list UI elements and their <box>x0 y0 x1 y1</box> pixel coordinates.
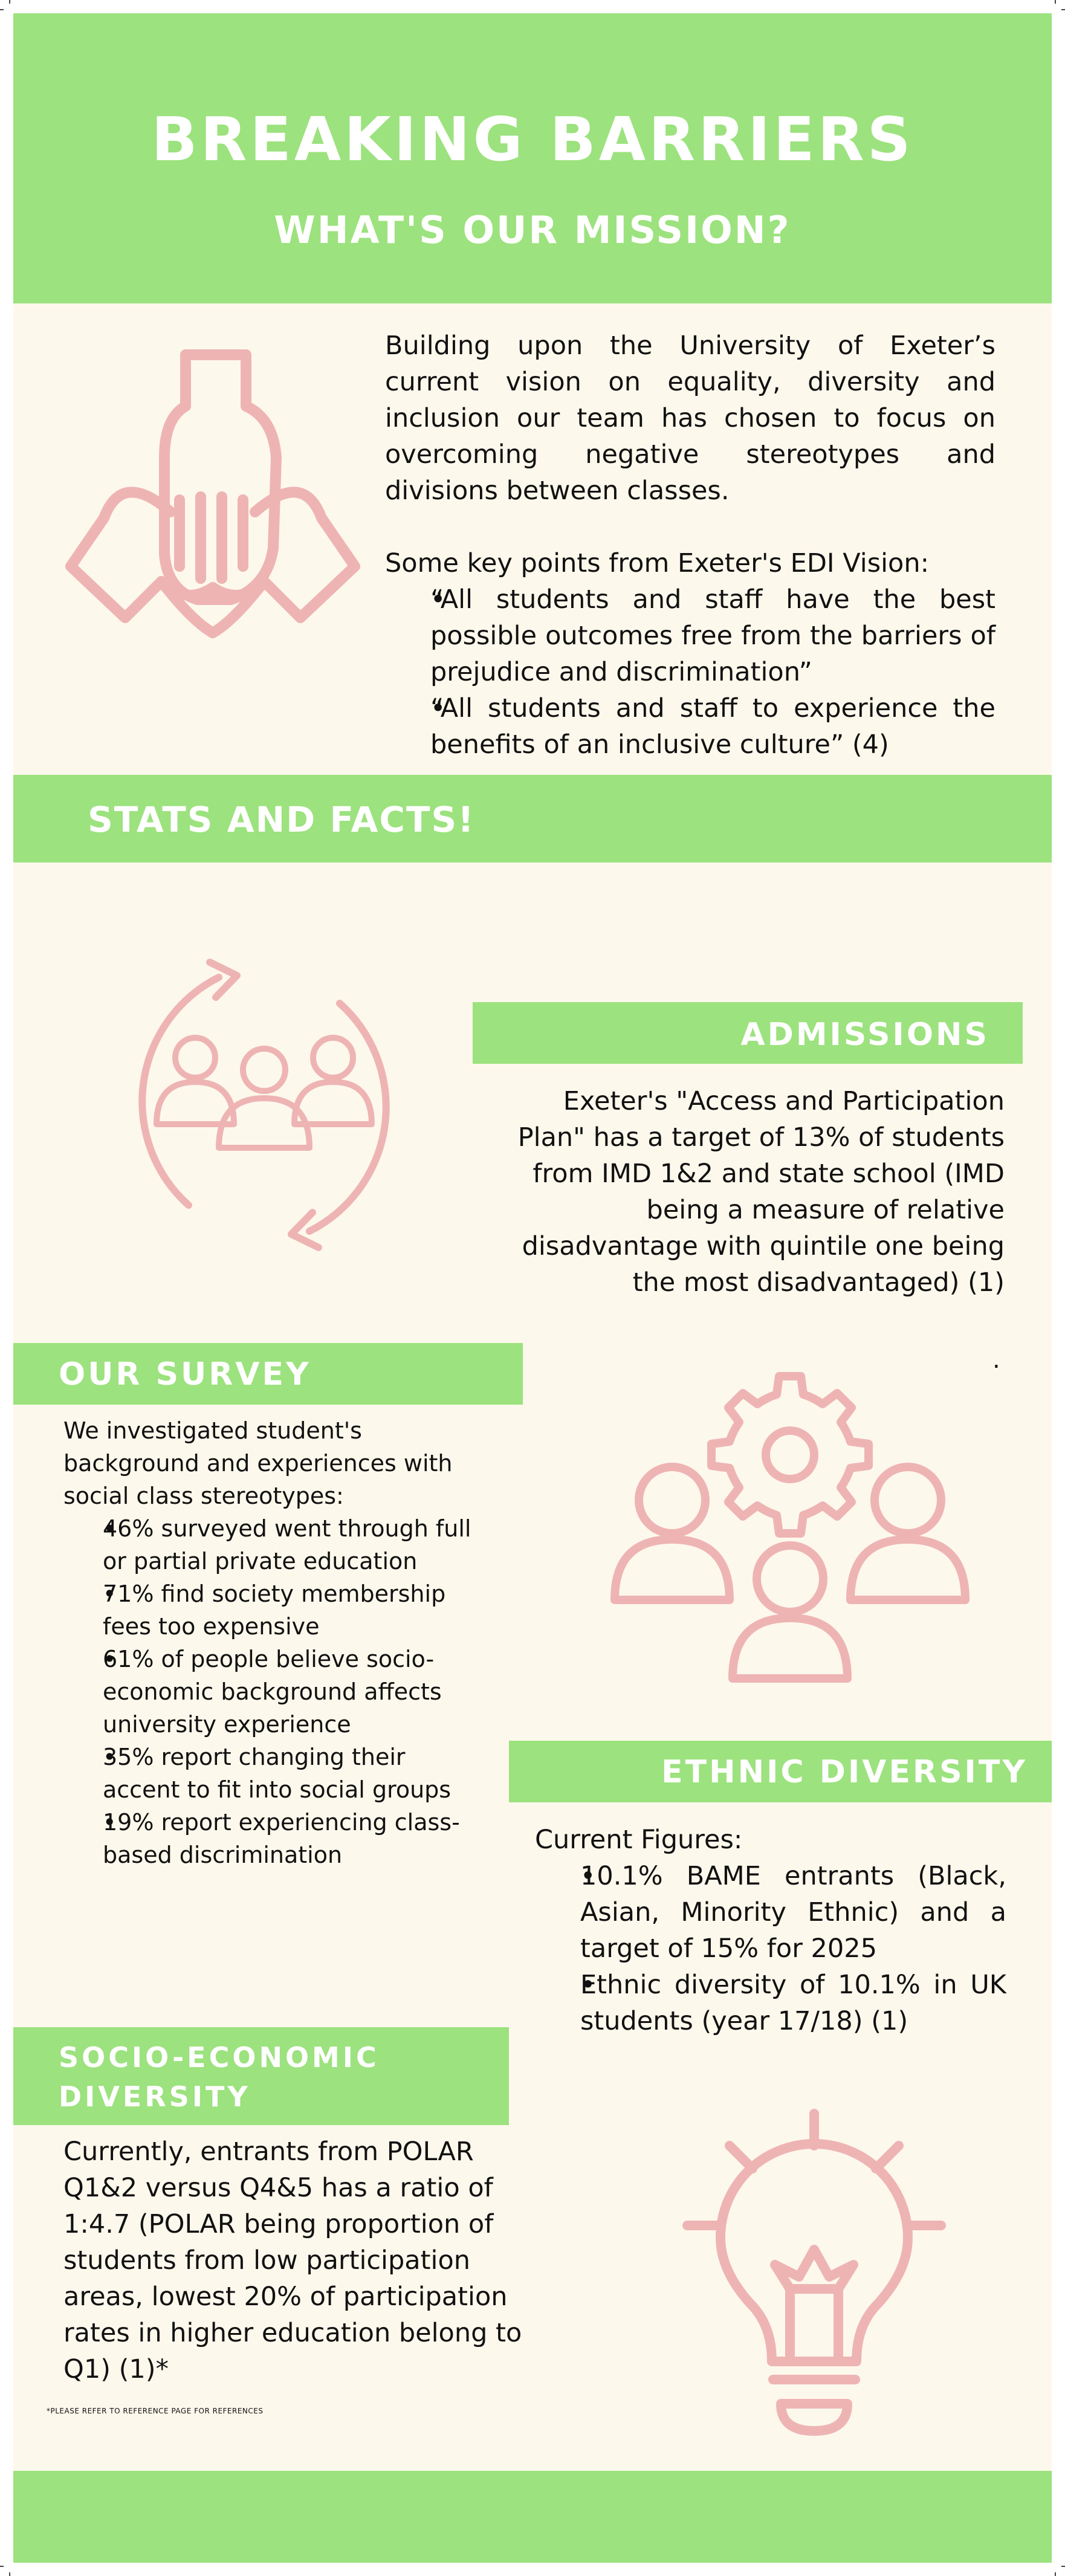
stats-heading: STATS AND FACTS! <box>88 799 475 840</box>
crop-mark <box>0 9 4 10</box>
list-item <box>535 1858 1006 1967</box>
hands-together-icon <box>62 349 364 687</box>
ethnic-item-text: 10.1% BAME entrants (Black, Asian, Minority Ethnic) and a target of 15% for 2025 <box>580 1861 1006 1964</box>
key-points-list <box>385 581 995 763</box>
survey-intro: We investigated student's background and experiences with social class stereotypes: <box>63 1417 453 1509</box>
group-cycle-icon <box>119 950 409 1258</box>
infographic-page <box>13 13 1052 2563</box>
ethnic-intro: Current Figures: <box>535 1825 743 1855</box>
socio-heading-line1: SOCIO-ECONOMIC <box>59 2041 380 2074</box>
socio-heading-line2: DIVERSITY <box>59 2080 251 2113</box>
page-title: BREAKING BARRIERS <box>151 104 914 175</box>
ethnic-item-text: Ethnic diversity of 10.1% in UK students (year 17/18) (1) <box>580 1970 1006 2036</box>
team-gear-icon <box>609 1364 971 1691</box>
admissions-heading: ADMISSIONS <box>740 1017 989 1053</box>
list-item <box>385 581 995 690</box>
crop-mark <box>9 2572 10 2576</box>
crop-mark <box>1055 0 1056 4</box>
footnote: *PLEASE REFER TO REFERENCE PAGE FOR REFERENCES <box>47 2407 264 2415</box>
crop-mark <box>0 2566 4 2567</box>
survey-heading: OUR SURVEY <box>59 1356 311 1393</box>
crop-mark <box>1055 2572 1056 2576</box>
crop-mark <box>1061 9 1065 10</box>
key-points-heading: Some key points from Exeter's EDI Vision: <box>385 548 930 578</box>
list-item <box>63 1806 487 1871</box>
stray-mark: . <box>992 1346 1000 1374</box>
survey-item-text: 19% report experiencing class-based discrimination <box>103 1809 460 1868</box>
lightbulb-icon <box>675 2105 953 2443</box>
page-subtitle: WHAT'S OUR MISSION? <box>274 208 791 252</box>
ethnic-heading: ETHNIC DIVERSITY <box>661 1754 1028 1790</box>
list-item <box>63 1578 487 1643</box>
survey-item-text: 46% surveyed went through full or partial private education <box>103 1515 471 1574</box>
key-point-text: “All students and staff have the best possible outcomes free from the barriers of prejudice and discrimination” <box>430 584 995 687</box>
list-item <box>535 1967 1006 2039</box>
list-item <box>385 690 995 763</box>
footer-banner <box>13 2471 1052 2563</box>
list-item <box>63 1512 487 1578</box>
admissions-text: Exeter's "Access and Participation Plan" has a target of 13% of students from IMD 1&2 and state school (IMD being a measure of relative disadvantage with quintile one being the most disadvantaged) (1) <box>517 1086 1005 1298</box>
crop-mark <box>1061 2566 1065 2567</box>
survey-item-text: 35% report changing their accent to fit into social groups <box>103 1744 452 1803</box>
mission-intro: Building upon the University of Exeter’s current vision on equality, diversity and inclusion our team has chosen to focus on overcoming negative stereotypes and divisions between classes. <box>385 331 995 506</box>
list-item <box>63 1643 487 1741</box>
socio-text: Currently, entrants from POLAR Q1&2 versus Q4&5 has a ratio of 1:4.7 (POLAR being proportion of students from low participation areas, lowest 20% of participation rates in higher education belong to Q1) (1)* <box>63 2137 522 2384</box>
survey-item-text: 71% find society membership fees too expensive <box>103 1581 446 1640</box>
list-item <box>63 1741 487 1806</box>
survey-item-text: 61% of people believe socio-economic background affects university experience <box>103 1646 442 1738</box>
ethnic-list <box>535 1858 1006 2039</box>
crop-mark <box>9 0 10 4</box>
survey-list <box>63 1512 487 1871</box>
key-point-text: “All students and staff to experience the benefits of an inclusive culture” (4) <box>430 693 995 760</box>
